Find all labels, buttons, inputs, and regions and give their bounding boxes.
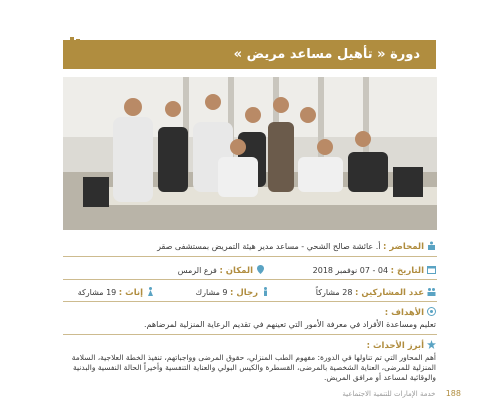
location-row — [178, 265, 265, 276]
lecturer-label: المحاضر : — [383, 242, 424, 252]
men-label: رجال : — [230, 288, 258, 298]
topics-text: أهم المحاور التي تم تناولها في الدورة: مفهوم الطب المنزلي، حقوق المرضى وواجباتهم، تنفيذ الخطة العلاجية، السلامة المنزلية للمرضى، العناية الشخصية بالمرضى، القسطرة والكيس البولي والعناية التنفسية وأخيراً الحالة النفسية والبدنية والوقائية لمساعد أو مرافق المريض. — [71, 353, 436, 382]
women-value: 19 مشاركة — [77, 288, 117, 297]
star-icon — [427, 340, 436, 349]
divider — [63, 301, 437, 302]
objectives-heading — [385, 307, 436, 318]
women-label: إناث : — [118, 288, 143, 298]
women-row — [78, 287, 155, 298]
objectives-text: تعليم ومساعدة الأفراد في معرفة الأمور التي تعينهم في تقديم الرعاية المنزلية لمرضاهم. — [144, 320, 436, 329]
divider — [63, 334, 437, 335]
course-title: دورة « تأهيل مساعد مريض » — [63, 40, 436, 69]
divider — [63, 256, 437, 257]
date-row — [313, 265, 436, 276]
female-icon — [146, 287, 155, 296]
men-row — [196, 287, 270, 298]
participants-row — [316, 287, 436, 298]
men-value: 9 مشارك — [195, 288, 228, 297]
location-value: فرع الرمس — [177, 266, 217, 275]
participants-label: عدد المشاركين : — [355, 288, 424, 298]
target-icon — [427, 307, 436, 316]
location-pin-icon — [256, 265, 265, 274]
lecturer-value: أ. عائشة صالح الشحي - مساعد مدير هيئة التمريض بمستشفى صقر — [157, 242, 381, 251]
group-icon — [427, 287, 436, 296]
location-label: المكان : — [219, 266, 253, 276]
podium-icon — [427, 241, 436, 250]
topics-label: أبرز الأحداث : — [366, 341, 424, 351]
date-value: 04 - 07 نوفمبر 2018 — [312, 266, 389, 275]
course-photo — [63, 77, 437, 230]
date-label: التاريخ : — [390, 266, 424, 276]
topics-heading — [367, 340, 436, 351]
page-number: 188 — [445, 389, 461, 398]
divider — [63, 279, 437, 280]
lecturer-row — [157, 241, 436, 252]
footer-text: خدمة الإمارات للتنمية الاجتماعية — [342, 390, 436, 398]
objectives-label: الأهداف : — [384, 308, 424, 318]
male-icon — [261, 287, 270, 296]
participants-value: 28 مشاركاً — [315, 288, 353, 297]
page-footer — [170, 389, 461, 398]
calendar-icon — [427, 265, 436, 274]
